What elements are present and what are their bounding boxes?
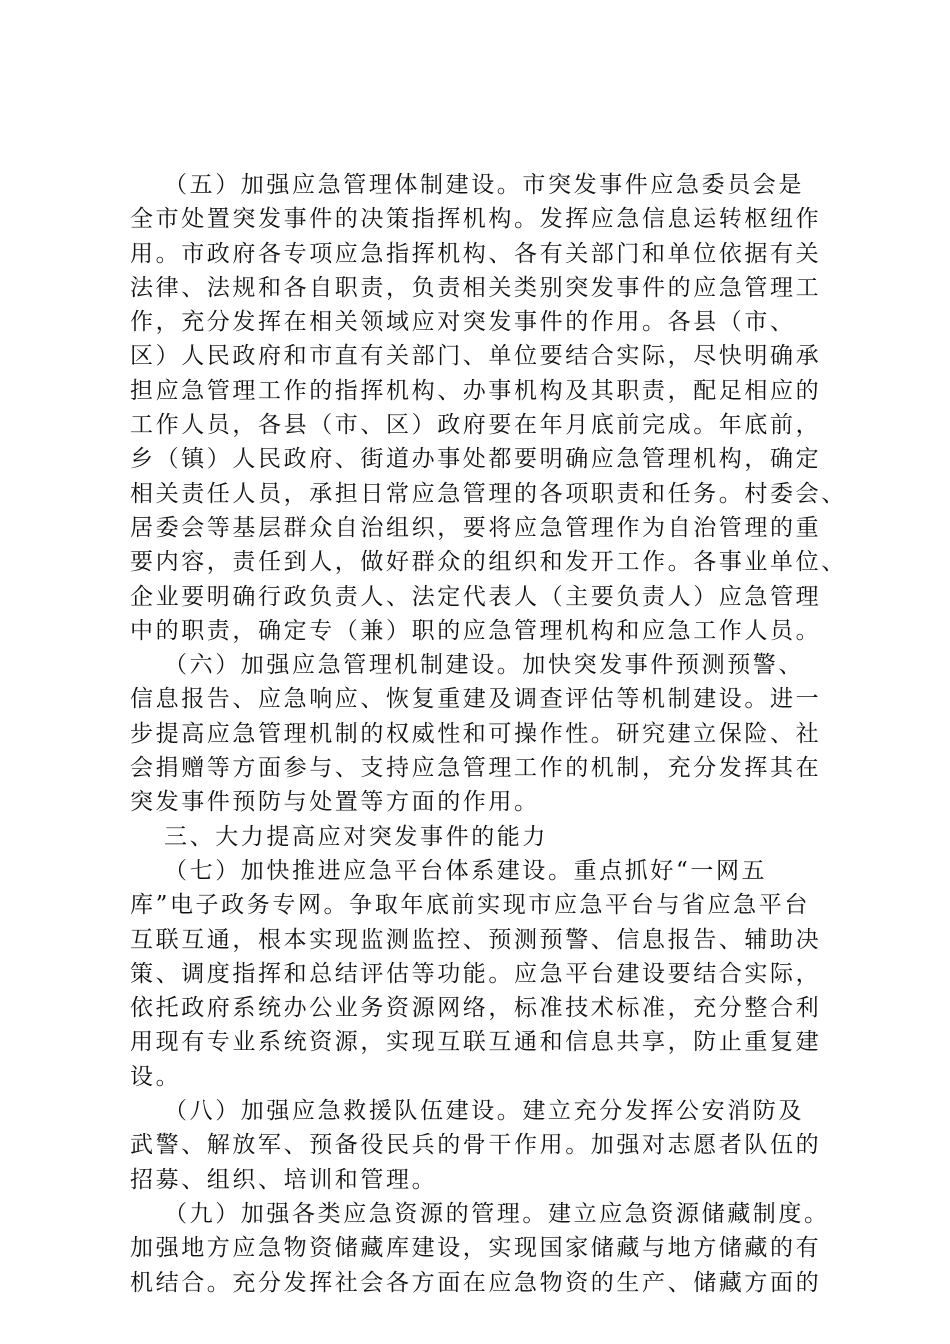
text-line: 三、大力提高应对突发事件的能力 (164, 823, 548, 850)
text-line: 加强地方应急物资储藏库建设，实现国家储藏与地方储藏的有 (130, 1235, 822, 1262)
text-line: 担应急管理工作的指挥机构、办事机构及其职责，配足相应的 (130, 377, 822, 404)
text-line: 作，充分发挥在相关领域应对突发事件的作用。各县（市、 (130, 309, 796, 336)
text-line: 库”电子政务专网。争取年底前实现市应急平台与省应急平台 (130, 892, 810, 919)
text-line: （六）加强应急管理机制建设。加快突发事件预测预警、 (164, 652, 804, 679)
text-line: 策、调度指挥和总结评估等功能。应急平台建设要结合实际， (130, 960, 822, 987)
text-line: 步提高应急管理机制的权威性和可操作性。研究建立保险、社 (130, 720, 822, 747)
text-line: 突发事件预防与处置等方面的作用。 (130, 789, 540, 816)
text-line: 会捐赠等方面参与、支持应急管理工作的机制，充分发挥其在 (130, 755, 822, 782)
text-line: 居委会等基层群众自治组织，要将应急管理作为自治管理的重 (130, 514, 822, 541)
text-line: 法律、法规和各自职责，负责相关类别突发事件的应急管理工 (130, 274, 822, 301)
text-line: 用。市政府各专项应急指挥机构、各有关部门和单位依据有关 (130, 240, 822, 267)
text-line: 武警、解放军、预备役民兵的骨干作用。加强对志愿者队伍的 (130, 1132, 822, 1159)
text-line: 企业要明确行政负责人、法定代表人（主要负责人）应急管理 (130, 583, 822, 610)
text-line: 全市处置突发事件的决策指挥机构。发挥应急信息运转枢纽作 (130, 206, 822, 233)
text-line: （七）加快推进应急平台体系建设。重点抓好“一网五 (164, 857, 768, 884)
text-line: 中的职责，确定专（兼）职的应急管理机构和应急工作人员。 (130, 617, 822, 644)
text-line: 依托政府系统办公业务资源网络，标准技术标准，充分整合利 (130, 995, 822, 1022)
text-line: 互联互通，根本实现监测监控、预测预警、信息报告、辅助决 (130, 926, 822, 953)
text-line: 信息报告、应急响应、恢复重建及调查评估等机制建设。进一 (130, 686, 822, 713)
text-line: （九）加强各类应急资源的管理。建立应急资源储藏制度。 (164, 1200, 830, 1227)
text-line: 用现有专业系统资源，实现互联互通和信息共享，防止重复建 (130, 1029, 822, 1056)
text-line: 机结合。充分发挥社会各方面在应急物资的生产、储藏方面的 (130, 1269, 822, 1296)
text-line: 设。 (130, 1063, 182, 1090)
text-line: （五）加强应急管理体制建设。市突发事件应急委员会是 (164, 172, 804, 198)
text-line: 乡（镇）人民政府、街道办事处都要明确应急管理机构，确定 (130, 446, 822, 473)
body-text (130, 168, 850, 1300)
text-line: 工作人员，各县（市、区）政府要在年月底前完成。年底前， (130, 412, 822, 439)
text-line: 相关责任人员，承担日常应急管理的各项职责和任务。村委会、 (130, 480, 847, 507)
text-line: 招募、组织、培训和管理。 (130, 1166, 438, 1193)
text-line: 区）人民政府和市直有关部门、单位要结合实际，尽快明确承 (130, 343, 822, 370)
text-line: 要内容，责任到人，做好群众的组织和发开工作。各事业单位、 (130, 549, 847, 576)
text-line: （八）加强应急救援队伍建设。建立充分发挥公安消防及 (164, 1098, 804, 1125)
